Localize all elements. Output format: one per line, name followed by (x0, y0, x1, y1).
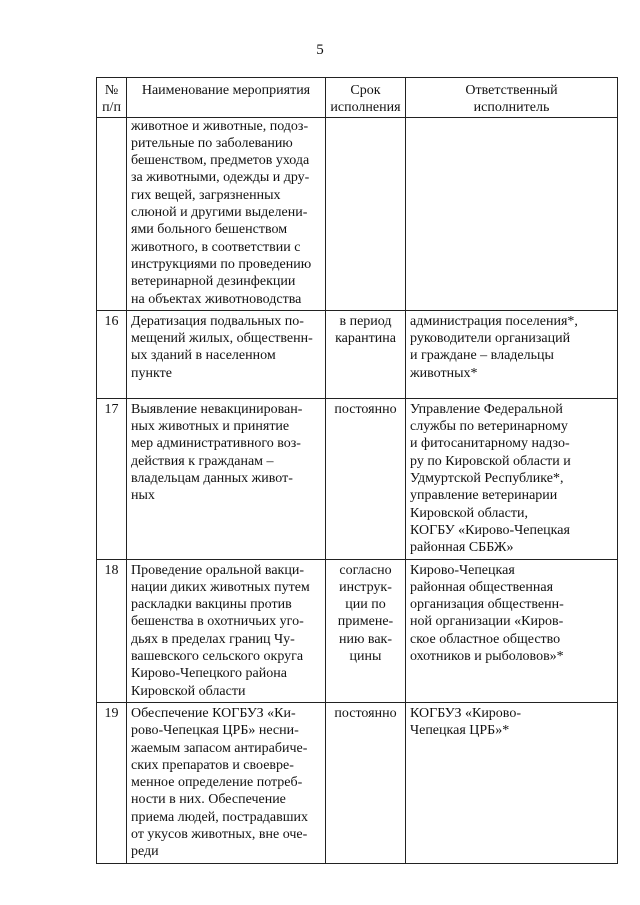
measure-name: Выявление невакцинирован- ных животных и принятие мер административного воз- действия к гражданам – владельцам данных живот- ных (127, 398, 326, 559)
responsible: Кирово-Чепецкая районная общественная организация общественн- ной организации «Киров- ское областное общество охотников и рыболовов»* (406, 559, 618, 702)
measure-name: Проведение оральной вакци- нации диких животных путем раскладки вакцины против бешенства в охотничьих уго- дьях в пределах границ Чу- вашевского сельского округа Кирово-Чепецкого района Кировской области (127, 559, 326, 702)
deadline: постоянно (326, 702, 406, 863)
row-number: 16 (97, 310, 127, 398)
header-responsible: Ответственный исполнитель (406, 78, 618, 118)
responsible (406, 117, 618, 310)
measure-name: Дератизация подвальных по- мещений жилых, общественн- ых зданий в населенном пункте (127, 310, 326, 398)
row-number (97, 117, 127, 310)
table-row (97, 310, 618, 398)
row-number: 17 (97, 398, 127, 559)
table-row (97, 702, 618, 863)
row-number: 18 (97, 559, 127, 702)
table-row (97, 398, 618, 559)
header-deadline: Срок исполнения (326, 78, 406, 118)
measure-name: животное и животные, подоз- рительные по заболеванию бешенством, предметов ухода за животными, одежды и дру- гих вещей, загрязненных слюной и другими выделени- ями больного бешенством животного, в соответствии с инструкциями по проведению ветеринарной дезинфекции на объектах животноводства (127, 117, 326, 310)
deadline: согласно инструк- ции по примене- нию вак- цины (326, 559, 406, 702)
header-measure-name: Наименование мероприятия (127, 78, 326, 118)
deadline: постоянно (326, 398, 406, 559)
row-number: 19 (97, 702, 127, 863)
responsible: КОГБУЗ «Кирово- Чепецкая ЦРБ»* (406, 702, 618, 863)
header-number: № п/п (97, 78, 127, 118)
responsible: Управление Федеральной службы по ветеринарному и фитосанитарному надзо- ру по Кировской области и Удмуртской Республике*, управление ветеринарии Кировской области, КОГБУ «Кирово-Чепецкая районная СББЖ» (406, 398, 618, 559)
table-row (97, 117, 618, 310)
table-header-row (97, 78, 618, 118)
responsible: администрация поселения*, руководители организаций и граждане – владельцы животных* (406, 310, 618, 398)
deadline: в период карантина (326, 310, 406, 398)
table-row (97, 559, 618, 702)
deadline (326, 117, 406, 310)
measure-name: Обеспечение КОГБУЗ «Ки- рово-Чепецкая ЦРБ» несни- жаемым запасом антирабиче- ских препаратов и своевре- менное определение потреб- ности в них. Обеспечение приема людей, пострадавших от укусов животных, вне оче- реди (127, 702, 326, 863)
measures-table (96, 77, 618, 864)
page-number: 5 (316, 42, 324, 58)
